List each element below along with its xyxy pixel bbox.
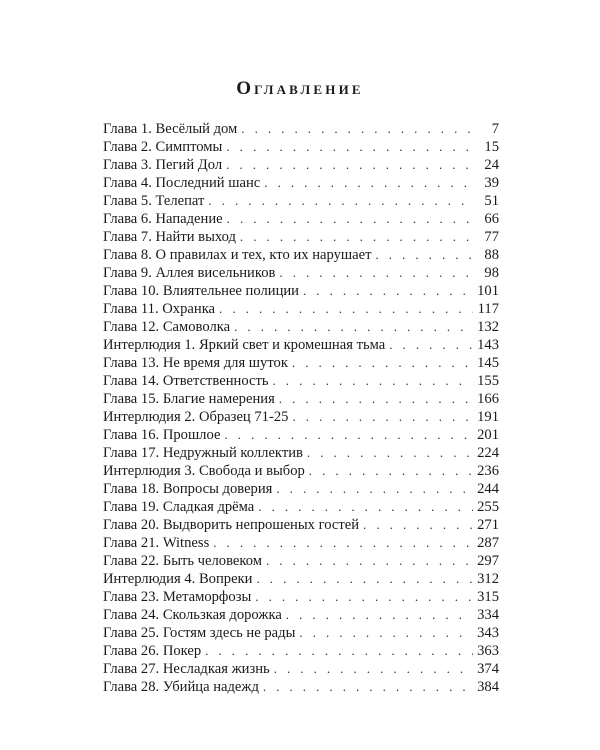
toc-entry-title: Глава 20. Выдворить непрошеных гостей	[103, 517, 360, 533]
toc-entry-page-number: 224	[477, 445, 499, 461]
toc-entry-page-number: 24	[484, 157, 499, 173]
dot-leader	[266, 552, 473, 570]
toc-entry-page-number: 88	[484, 247, 499, 263]
dot-leader	[224, 426, 473, 444]
toc-entry-title: Глава 17. Недружный коллектив	[103, 445, 303, 461]
toc-entry	[103, 246, 499, 264]
dot-leader	[219, 300, 473, 318]
toc-entry-page-number: 384	[477, 679, 499, 695]
toc-entry	[103, 516, 499, 534]
toc-entry	[103, 318, 499, 336]
toc-entry-title: Интерлюдия 2. Образец 71-25	[103, 409, 289, 425]
toc-entry-title: Глава 7. Найти выход	[103, 229, 236, 245]
dot-leader	[264, 174, 473, 192]
toc-entry-title: Глава 27. Несладкая жизнь	[103, 661, 270, 677]
toc-entry	[103, 264, 499, 282]
toc-entry	[103, 588, 499, 606]
toc-entry-page-number: 287	[477, 535, 499, 551]
toc-entry-page-number: 98	[484, 265, 499, 281]
toc-entry	[103, 228, 499, 246]
toc-entry-page-number: 143	[477, 337, 499, 353]
toc-entry-title: Глава 28. Убийца надежд	[103, 679, 259, 695]
toc-entry-title: Глава 13. Не время для шуток	[103, 355, 288, 371]
dot-leader	[227, 210, 473, 228]
toc-entry-title: Интерлюдия 3. Свобода и выбор	[103, 463, 305, 479]
toc-entry	[103, 642, 499, 660]
dot-leader	[234, 318, 473, 336]
toc-entry-title: Глава 26. Покер	[103, 643, 202, 659]
dot-leader	[226, 156, 473, 174]
dot-leader	[279, 390, 473, 408]
toc-entry-page-number: 201	[477, 427, 499, 443]
toc-entry-page-number: 7	[491, 121, 499, 137]
toc-entry-title: Глава 18. Вопросы доверия	[103, 481, 273, 497]
dot-leader	[276, 480, 473, 498]
toc-entry-page-number: 244	[477, 481, 499, 497]
dot-leader	[292, 408, 473, 426]
toc-entry-title: Глава 21. Witness	[103, 535, 210, 551]
toc-entry	[103, 552, 499, 570]
toc-entry	[103, 462, 499, 480]
dot-leader	[389, 336, 473, 354]
dot-leader	[263, 678, 473, 696]
dot-leader	[256, 570, 473, 588]
toc-entry-page-number: 312	[477, 571, 499, 587]
toc-entry	[103, 408, 499, 426]
dot-leader	[208, 192, 473, 210]
dot-leader	[205, 642, 473, 660]
toc-entry-page-number: 15	[484, 139, 499, 155]
dot-leader	[226, 138, 473, 156]
toc-entry-page-number: 315	[477, 589, 499, 605]
toc-entry-title: Глава 10. Влиятельнее полиции	[103, 283, 299, 299]
toc-entry-page-number: 132	[477, 319, 499, 335]
toc-entry-title: Глава 11. Охранка	[103, 301, 216, 317]
dot-leader	[279, 264, 473, 282]
toc-entry-page-number: 191	[477, 409, 499, 425]
toc-entry-title: Глава 24. Скользкая дорожка	[103, 607, 282, 623]
dot-leader	[273, 372, 474, 390]
toc-entry-title: Глава 4. Последний шанс	[103, 175, 261, 191]
table-of-contents	[103, 120, 499, 696]
toc-entry-title: Глава 14. Ответственность	[103, 373, 269, 389]
toc-entry-title: Глава 16. Прошлое	[103, 427, 221, 443]
toc-entry	[103, 156, 499, 174]
dot-leader	[303, 282, 473, 300]
dot-leader	[363, 516, 473, 534]
toc-entry-page-number: 343	[477, 625, 499, 641]
toc-entry-page-number: 155	[477, 373, 499, 389]
dot-leader	[255, 588, 473, 606]
toc-entry-page-number: 77	[484, 229, 499, 245]
toc-entry	[103, 192, 499, 210]
toc-entry-page-number: 236	[477, 463, 499, 479]
toc-entry	[103, 426, 499, 444]
toc-entry	[103, 372, 499, 390]
toc-entry-title: Глава 1. Весёлый дом	[103, 121, 238, 137]
toc-entry-page-number: 145	[477, 355, 499, 371]
toc-entry	[103, 174, 499, 192]
dot-leader	[213, 534, 473, 552]
toc-entry	[103, 660, 499, 678]
toc-entry-page-number: 363	[477, 643, 499, 659]
toc-entry	[103, 138, 499, 156]
toc-entry-title: Глава 9. Аллея висельников	[103, 265, 276, 281]
toc-entry-page-number: 166	[477, 391, 499, 407]
toc-entry-page-number: 101	[477, 283, 499, 299]
toc-entry	[103, 390, 499, 408]
toc-entry	[103, 444, 499, 462]
toc-entry	[103, 300, 499, 318]
toc-entry	[103, 624, 499, 642]
toc-entry	[103, 480, 499, 498]
toc-entry-title: Глава 5. Телепат	[103, 193, 205, 209]
toc-entry-title: Глава 6. Нападение	[103, 211, 223, 227]
toc-entry-page-number: 374	[477, 661, 499, 677]
dot-leader	[309, 462, 473, 480]
toc-entry-title: Интерлюдия 4. Вопреки	[103, 571, 253, 587]
toc-entry-page-number: 334	[477, 607, 499, 623]
toc-entry-page-number: 117	[477, 301, 499, 317]
toc-entry	[103, 354, 499, 372]
dot-leader	[274, 660, 473, 678]
toc-entry	[103, 570, 499, 588]
toc-entry-title: Глава 19. Сладкая дрёма	[103, 499, 255, 515]
toc-entry	[103, 282, 499, 300]
toc-entry-page-number: 297	[477, 553, 499, 569]
toc-entry	[103, 210, 499, 228]
toc-entry	[103, 534, 499, 552]
dot-leader	[375, 246, 473, 264]
toc-entry-title: Глава 22. Быть человеком	[103, 553, 262, 569]
toc-entry-title: Глава 8. О правилах и тех, кто их нарушает	[103, 247, 372, 263]
toc-entry	[103, 606, 499, 624]
dot-leader	[286, 606, 473, 624]
toc-entry	[103, 498, 499, 516]
toc-entry-title: Глава 12. Самоволка	[103, 319, 231, 335]
dot-leader	[307, 444, 473, 462]
dot-leader	[240, 228, 473, 246]
dot-leader	[258, 498, 473, 516]
dot-leader	[299, 624, 473, 642]
toc-entry-page-number: 255	[477, 499, 499, 515]
toc-entry-title: Глава 3. Пегий Дол	[103, 157, 223, 173]
toc-entry	[103, 678, 499, 696]
toc-entry-title: Глава 23. Метаморфозы	[103, 589, 252, 605]
dot-leader	[292, 354, 473, 372]
toc-entry-title: Глава 2. Симптомы	[103, 139, 223, 155]
toc-entry-page-number: 271	[477, 517, 499, 533]
toc-entry	[103, 120, 499, 138]
toc-entry-page-number: 39	[484, 175, 499, 191]
toc-entry-page-number: 66	[484, 211, 499, 227]
toc-entry-page-number: 51	[484, 193, 499, 209]
toc-entry-title: Глава 25. Гостям здесь не рады	[103, 625, 296, 641]
page-title: Оглавление	[236, 78, 364, 99]
dot-leader	[241, 120, 473, 138]
toc-entry-title: Интерлюдия 1. Яркий свет и кромешная тьма	[103, 337, 386, 353]
toc-entry	[103, 336, 499, 354]
toc-entry-title: Глава 15. Благие намерения	[103, 391, 275, 407]
